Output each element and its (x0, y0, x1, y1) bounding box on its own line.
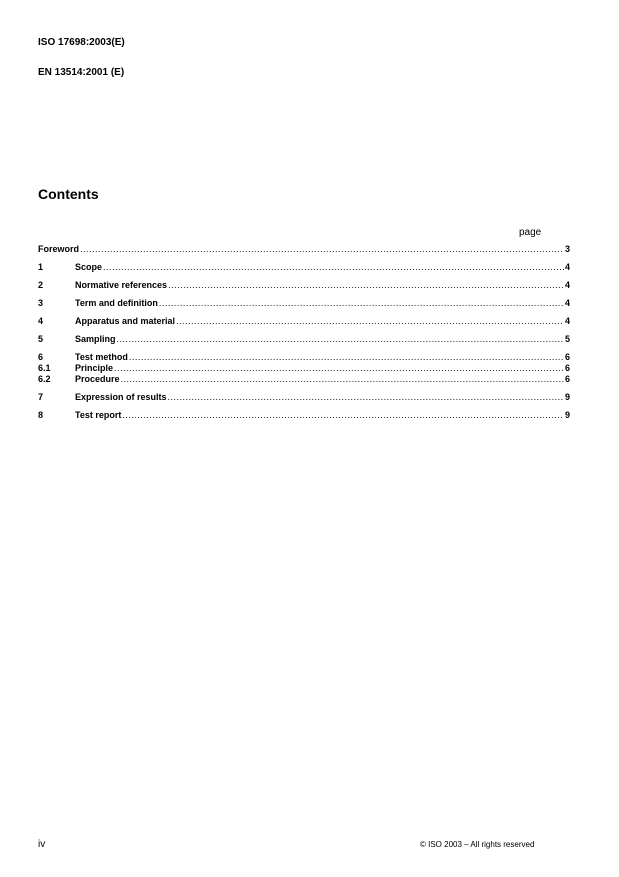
footer-copyright: © ISO 2003 – All rights reserved (420, 840, 535, 849)
toc-entry-page: 5 (564, 334, 570, 344)
toc-entry-expression-of-results[interactable] (38, 392, 570, 403)
toc-entry-number: 6 (38, 352, 44, 362)
toc-entry-page: 6 (564, 352, 570, 362)
toc-entry-title: Procedure (75, 374, 120, 384)
toc-entry-page: 6 (564, 363, 570, 373)
toc-entry-title: Test report (75, 410, 122, 420)
toc-entry-title: Scope (75, 262, 103, 272)
toc-entry-page: 9 (564, 410, 570, 420)
toc-entry-title: Principle (75, 363, 114, 373)
toc-entry-normative-references[interactable] (38, 280, 570, 291)
toc-dot-leader (129, 352, 564, 363)
toc-entry-apparatus-and-material[interactable] (38, 316, 570, 327)
document-code-iso: ISO 17698:2003(E) (38, 37, 125, 48)
toc-entry-title: Sampling (75, 334, 116, 344)
toc-entry-title: Term and definition (75, 298, 158, 308)
toc-entry-sampling[interactable] (38, 334, 570, 345)
toc-entry-page: 6 (564, 374, 570, 384)
toc-dot-leader (176, 316, 564, 327)
toc-entry-page: 4 (564, 316, 570, 326)
toc-entry-number: 6.2 (38, 374, 51, 384)
toc-dot-leader (80, 244, 564, 255)
toc-entry-term-and-definition[interactable] (38, 298, 570, 309)
toc-entry-number: 1 (38, 262, 44, 272)
toc-entry-number: 8 (38, 410, 44, 420)
toc-entry-number: 3 (38, 298, 44, 308)
toc-entry-number: 5 (38, 334, 44, 344)
toc-entry-scope[interactable] (38, 262, 570, 273)
table-of-contents (38, 244, 570, 420)
toc-entry-title: Expression of results (75, 392, 167, 402)
toc-entry-page: 9 (564, 392, 570, 402)
toc-entry-test-method[interactable] (38, 352, 570, 363)
toc-entry-title: Apparatus and material (75, 316, 176, 326)
toc-dot-leader (159, 298, 564, 309)
toc-entry-page: 4 (564, 280, 570, 290)
toc-dot-leader (117, 334, 564, 345)
toc-dot-leader (168, 280, 564, 291)
toc-entry-page: 4 (564, 298, 570, 308)
toc-dot-leader (103, 262, 564, 273)
toc-entry-page: 3 (564, 244, 570, 254)
toc-entry-test-report[interactable] (38, 410, 570, 421)
toc-entry-page: 4 (564, 262, 570, 272)
document-code-en: EN 13514:2001 (E) (38, 67, 125, 78)
toc-entry-principle[interactable] (38, 363, 570, 374)
toc-dot-leader (121, 374, 564, 385)
toc-entry-number: 4 (38, 316, 44, 326)
toc-entry-number: 7 (38, 392, 44, 402)
toc-dot-leader (168, 392, 564, 403)
toc-entry-title: Foreword (38, 244, 80, 254)
toc-entry-title: Normative references (75, 280, 168, 290)
toc-entry-title: Test method (75, 352, 128, 362)
footer-page-number: iv (38, 839, 46, 850)
toc-dot-leader (122, 410, 564, 421)
contents-heading: Contents (38, 186, 99, 202)
toc-entry-foreword[interactable] (38, 244, 570, 255)
toc-entry-number: 2 (38, 280, 44, 290)
toc-dot-leader (114, 363, 564, 374)
toc-entry-number: 6.1 (38, 363, 51, 373)
page-column-label: page (519, 227, 542, 238)
toc-entry-procedure[interactable] (38, 374, 570, 385)
